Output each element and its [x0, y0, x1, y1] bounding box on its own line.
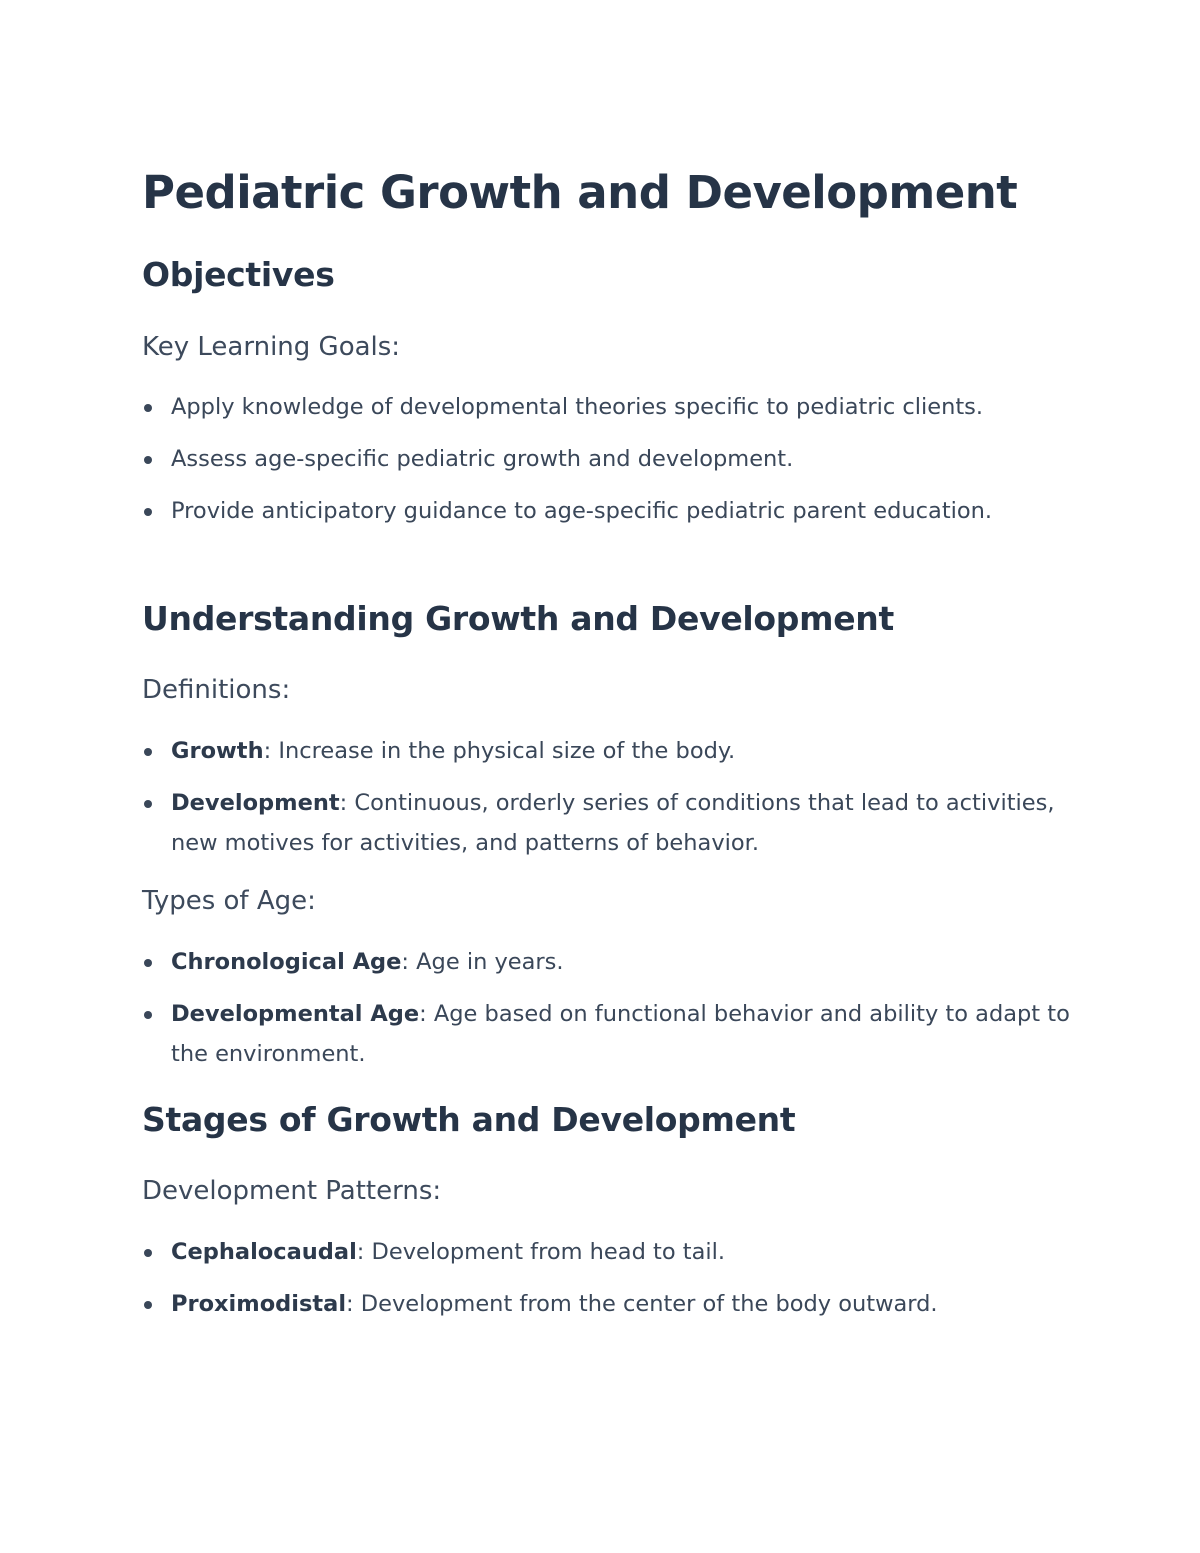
term-growth: Growth	[171, 738, 264, 764]
list-item: Growth: Increase in the physical size of the body.	[142, 731, 1082, 771]
term-chronological-age: Chronological Age	[171, 949, 402, 975]
subheading-key-learning-goals: Key Learning Goals:	[142, 332, 401, 362]
list-item: Development: Continuous, orderly series of conditions that lead to activities, new motives for activities, and patterns of behavior.	[142, 783, 1082, 863]
list-item: Cephalocaudal: Development from head to tail.	[142, 1232, 1082, 1272]
term-developmental-age: Developmental Age	[171, 1001, 420, 1027]
types-of-age-list	[142, 942, 1082, 1086]
subheading-definitions: Definitions:	[142, 675, 291, 705]
term-cephalocaudal: Cephalocaudal	[171, 1239, 357, 1265]
definitions-list	[142, 731, 1082, 875]
section-heading-understanding: Understanding Growth and Development	[142, 599, 894, 638]
list-item: Proximodistal: Development from the center of the body outward.	[142, 1284, 1082, 1324]
section-heading-objectives: Objectives	[142, 255, 335, 294]
list-item: Provide anticipatory guidance to age-specific pediatric parent education.	[142, 491, 1082, 531]
term-proximodistal: Proximodistal	[171, 1291, 347, 1317]
subheading-types-of-age: Types of Age:	[142, 886, 316, 916]
learning-goals-list	[142, 387, 1082, 543]
list-item: Apply knowledge of developmental theories specific to pediatric clients.	[142, 387, 1082, 427]
page-title: Pediatric Growth and Development	[142, 166, 1018, 219]
list-item: Developmental Age: Age based on functional behavior and ability to adapt to the environment.	[142, 994, 1082, 1074]
development-patterns-list	[142, 1232, 1082, 1336]
section-heading-stages: Stages of Growth and Development	[142, 1100, 796, 1139]
list-item: Chronological Age: Age in years.	[142, 942, 1082, 982]
term-development: Development	[171, 790, 340, 816]
list-item: Assess age-specific pediatric growth and development.	[142, 439, 1082, 479]
subheading-development-patterns: Development Patterns:	[142, 1176, 442, 1206]
